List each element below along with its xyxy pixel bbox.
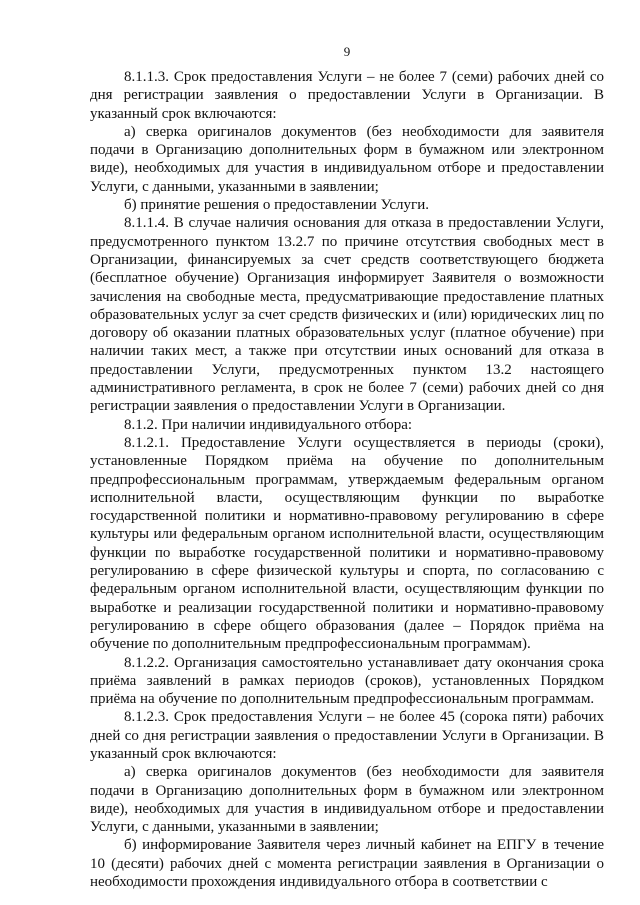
paragraph-item-a: а) сверка оригиналов документов (без необходимости для заявителя подачи в Организацию дополнительных форм в бумажном или электронном виде), необходимых для участия в индивидуальном отборе и предоставлении Услуги, с данными, указанными в заявлении; xyxy=(90,123,604,195)
paragraph-8-1-1-3: 8.1.1.3. Срок предоставления Услуги – не более 7 (семи) рабочих дней со дня регистрации заявления о предоставлении Услуги в Организации. В указанный срок включаются: xyxy=(90,69,604,122)
paragraph-8-1-2-2: 8.1.2.2. Организация самостоятельно устанавливает дату окончания срока приёма заявлений в рамках периодов (сроков), установленных Порядком приёма на обучение по дополнительным предпрофессиональным программам. xyxy=(90,654,604,708)
paragraph-8-1-2: 8.1.2. При наличии индивидуального отбора: xyxy=(124,416,413,433)
paragraph-8-1-2-1: 8.1.2.1. Предоставление Услуги осуществляется в периоды (сроки), установленные Порядком приёма на обучение по дополнительным предпрофессиональным программам, утверждаемым федеральным органом исполнительной власти, осуществляющим функции по выработке государственной политики и нормативно-правовому регулированию в сфере культуры или федеральным органом исполнительной власти, осуществляющим функции по выработке государственной политики и нормативно-правовому регулированию в сфере физической культуры и спорта, по согласованию с федеральным органом исполнительной власти, осуществляющим функции по выработке и реализации государственной политики и нормативно-правовому регулированию в сфере общего образования (далее – Порядок приёма на обучение по дополнительным предпрофессиональным программам). xyxy=(90,434,604,653)
paragraph-item-b: б) принятие решения о предоставлении Услуги. xyxy=(124,197,429,214)
paragraph-item-a-2: а) сверка оригиналов документов (без необходимости для заявителя подачи в Организацию дополнительных форм в бумажном или электронном виде), необходимых для участия в индивидуальном отборе и предоставлении Услуги, с данными, указанными в заявлении; xyxy=(90,764,604,836)
paragraph-8-1-1-4: 8.1.1.4. В случае наличия основания для отказа в предоставлении Услуги, предусмотренного пунктом 13.2.7 по причине отсутствия свободных мест в Организации, финансируемых за счет средств соответствующего бюджета (бесплатное обучение) Организация информирует Заявителя о возможности зачисления на свободные места, предусматривающие предоставление платных образовательных услуг за счет средств физических и (или) юридических лиц по договору об оказании платных образовательных услуг (платное обучение) при наличии таких мест, а также при отсутствии иных оснований для отказа в предоставлении Услуги, предусмотренных пунктом 13.2 настоящего административного регламента, в срок не более 7 (семи) рабочих дней со дня регистрации заявления о предоставлении Услуги в Организации. xyxy=(90,215,604,415)
paragraph-8-1-2-3: 8.1.2.3. Срок предоставления Услуги – не более 45 (сорока пяти) рабочих дней со дня регистрации заявления о предоставлении Услуги в Организации. В указанный срок включаются: xyxy=(90,709,604,762)
paragraph-item-b-2: б) информирование Заявителя через личный кабинет на ЕПГУ в течение 10 (десяти) рабочих дней с момента регистрации заявления в Организации о необходимости прохождения индивидуального отбора в соответствии с xyxy=(90,837,604,891)
page-number: 9 xyxy=(343,44,351,59)
